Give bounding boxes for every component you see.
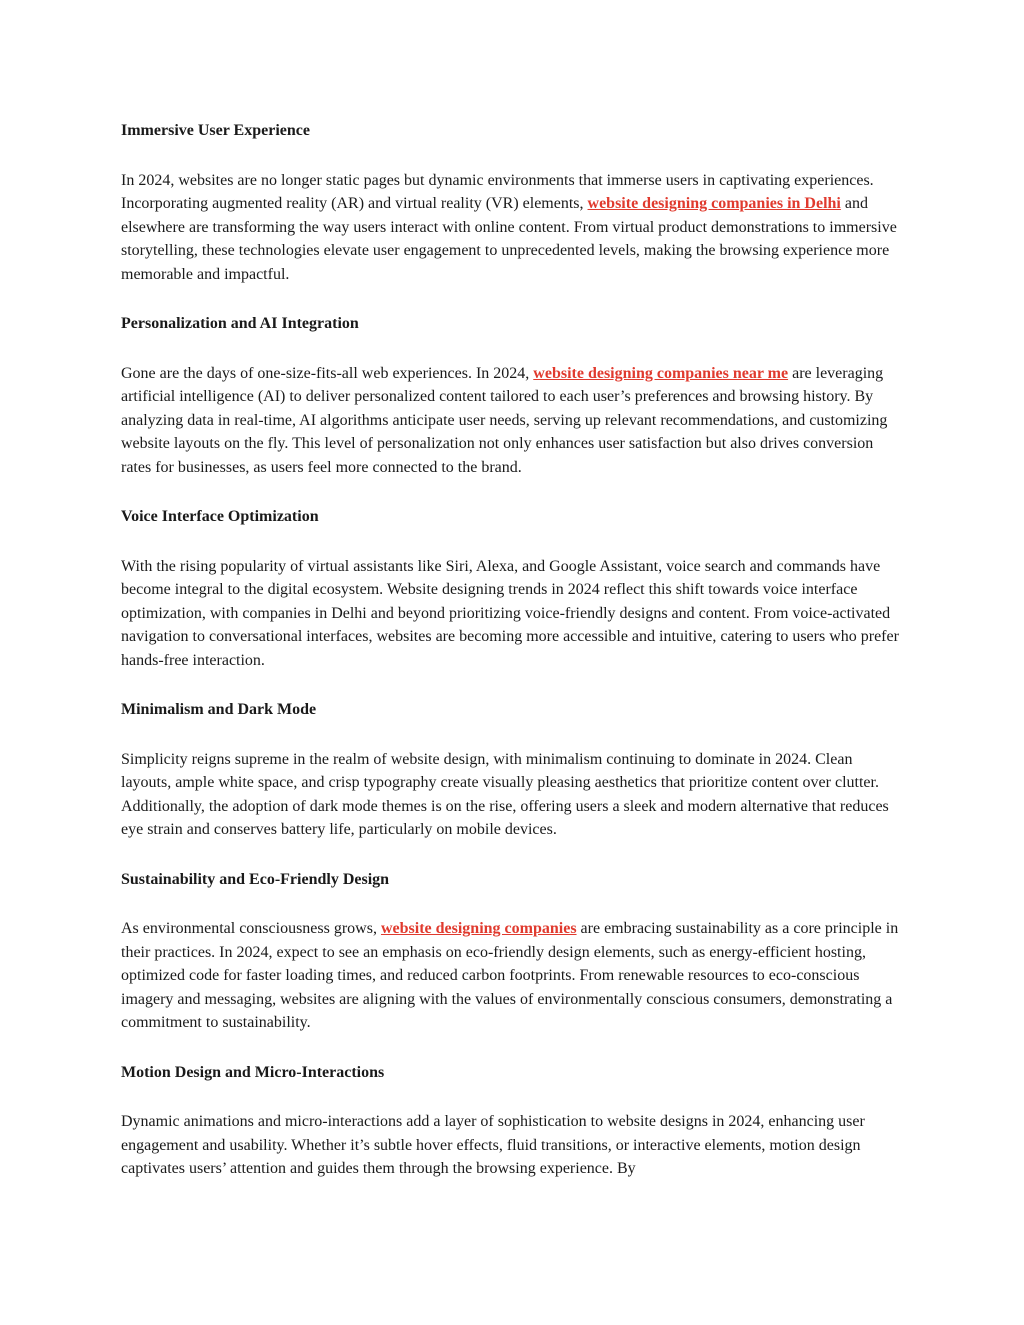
link-website-designing-companies-near-me[interactable]: website designing companies near me <box>533 364 789 382</box>
paragraph-text: are leveraging artificial intelligence (AI) to deliver personalized content tailored to each user’s preferences and browsing history. By analyzing data in real-time, AI algorithms anticipate user needs, serving up relevant recommendations, and customizing website layouts on the fly. This level of personalization not only enhances user satisfaction but also drives conversion rates for businesses, as users feel more connected to the brand. <box>121 364 888 476</box>
section-paragraph: Simplicity reigns supreme in the realm of website design, with minimalism continuing to dominate in 2024. Clean layouts, ample white space, and crisp typography create visually pleasing aesthetics that prioritize content over clutter. Additionally, the adoption of dark mode themes is on the rise, offering users a sleek and modern alternative that reduces eye strain and conserves battery life, particularly on mobile devices. <box>121 750 889 838</box>
section-paragraph <box>121 917 901 1035</box>
paragraph-text: are embracing sustainability as a core principle in their practices. In 2024, expect to see an emphasis on eco-friendly design elements, such as energy-efficient hosting, optimized code for faster loading times, and reduced carbon footprints. From renewable resources to eco-conscious imagery and messaging, websites are aligning with the values of environmentally conscious consumers, demonstrating a commitment to sustainability. <box>121 920 899 1031</box>
paragraph-text: and elsewhere are transforming the way users interact with online content. From virtual product demonstrations to immersive storytelling, these technologies elevate user engagement to unprecedented levels, making the browsing experience more memorable and impactful. <box>121 195 897 283</box>
section-paragraph <box>121 169 901 287</box>
document-page <box>121 119 901 1207</box>
paragraph-text: As environmental consciousness grows, <box>121 920 381 937</box>
section-paragraph: Dynamic animations and micro-interactions add a layer of sophistication to website designs in 2024, enhancing user engagement and usability. Whether it’s subtle hover effects, fluid transitions, or interactive elements, motion design captivates users’ attention and guides them through the browsing experience. By <box>121 1113 865 1177</box>
section-paragraph: With the rising popularity of virtual assistants like Siri, Alexa, and Google Assistant, voice search and commands have become integral to the digital ecosystem. Website designing trends in 2024 reflect this shift towards voice interface optimization, with companies in Delhi and beyond prioritizing voice-friendly designs and content. From voice-activated navigation to conversational interfaces, websites are becoming more accessible and intuitive, catering to users who prefer hands-free interaction. <box>121 557 899 669</box>
section-heading: Minimalism and Dark Mode <box>121 701 317 718</box>
section-heading: Immersive User Experience <box>121 122 310 139</box>
section-motion-design <box>121 1061 901 1181</box>
link-website-designing-companies[interactable]: website designing companies <box>380 920 577 937</box>
paragraph-text: Gone are the days of one-size-fits-all web experiences. In 2024, <box>121 364 534 382</box>
paragraph-text: In 2024, websites are no longer static pages but dynamic environments that immerse users in captivating experiences. Incorporating augmented reality (AR) and virtual reality (VR) elements, <box>121 171 874 212</box>
section-heading: Voice Interface Optimization <box>121 508 319 525</box>
section-paragraph <box>121 362 901 480</box>
section-minimalism-dark-mode <box>121 698 901 842</box>
section-sustainability <box>121 868 901 1035</box>
section-personalization-ai <box>121 312 901 479</box>
section-heading: Personalization and AI Integration <box>121 315 359 332</box>
section-immersive-user-experience <box>121 119 901 286</box>
section-voice-interface <box>121 505 901 672</box>
section-heading: Sustainability and Eco-Friendly Design <box>121 870 390 888</box>
link-website-designing-companies-in-delhi[interactable]: website designing companies in Delhi <box>587 195 841 212</box>
section-heading: Motion Design and Micro-Interactions <box>121 1063 385 1081</box>
